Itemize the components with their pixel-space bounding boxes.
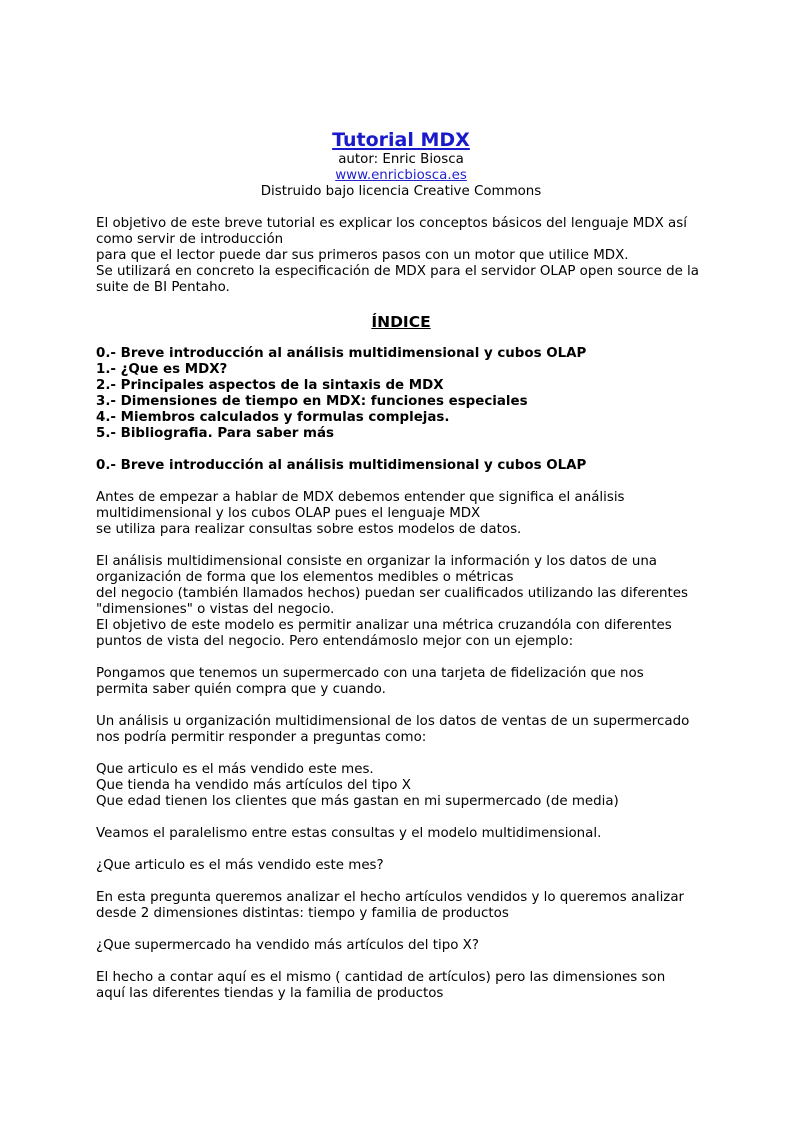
body-paragraph bbox=[96, 554, 706, 650]
index-item[interactable]: 4.- Miembros calculados y formulas complejas. bbox=[96, 410, 450, 425]
text-line: desde 2 dimensiones distintas: tiempo y familia de productos bbox=[96, 906, 509, 921]
text-line: El objetivo de este modelo es permitir analizar una métrica cruzandóla con diferentes bbox=[96, 618, 672, 633]
index-item[interactable]: 2.- Principales aspectos de la sintaxis de MDX bbox=[96, 378, 444, 393]
text-line: para que el lector puede dar sus primeros pasos con un motor que utilice MDX. bbox=[96, 248, 629, 263]
text-line: se utiliza para realizar consultas sobre estos modelos de datos. bbox=[96, 522, 522, 537]
section-heading: 0.- Breve introducción al análisis multidimensional y cubos OLAP bbox=[96, 458, 587, 473]
text-line: "dimensiones" o vistas del negocio. bbox=[96, 602, 335, 617]
text-line: Antes de empezar a hablar de MDX debemos entender que significa el análisis bbox=[96, 490, 625, 505]
text-line: del negocio (también llamados hechos) puedan ser cualificados utilizando las diferentes bbox=[96, 586, 689, 601]
text-line: multidimensional y los cubos OLAP pues el lenguaje MDX bbox=[96, 506, 481, 521]
text-line: Que tienda ha vendido más artículos del tipo X bbox=[96, 778, 411, 793]
questions-list bbox=[96, 762, 706, 810]
index-item[interactable]: 0.- Breve introducción al análisis multidimensional y cubos OLAP bbox=[96, 346, 587, 361]
website-link[interactable]: www.enricbiosca.es bbox=[335, 168, 467, 183]
index-heading: ÍNDICE bbox=[371, 313, 431, 331]
text-line: permita saber quién compra que y cuando. bbox=[96, 682, 386, 697]
text-line: ¿Que articulo es el más vendido este mes? bbox=[96, 858, 384, 873]
text-line: puntos de vista del negocio. Pero entendámoslo mejor con un ejemplo: bbox=[96, 634, 574, 649]
text-line: nos podría permitir responder a preguntas como: bbox=[96, 730, 427, 745]
text-line: En esta pregunta queremos analizar el hecho artículos vendidos y lo queremos analizar bbox=[96, 890, 685, 905]
text-line: El hecho a contar aquí es el mismo ( cantidad de artículos) pero las dimensiones son bbox=[96, 970, 666, 985]
author-line: autor: Enric Biosca bbox=[338, 152, 464, 167]
body-paragraph bbox=[96, 970, 706, 1002]
body-paragraph bbox=[96, 890, 706, 922]
index-item[interactable]: 3.- Dimensiones de tiempo en MDX: funciones especiales bbox=[96, 394, 528, 409]
text-line: Que edad tienen los clientes que más gastan en mi supermercado (de media) bbox=[96, 794, 619, 809]
text-line: suite de BI Pentaho. bbox=[96, 280, 230, 295]
text-line: Que articulo es el más vendido este mes. bbox=[96, 762, 374, 777]
body-paragraph bbox=[96, 714, 706, 746]
index-list bbox=[96, 346, 706, 442]
question-paragraph bbox=[96, 858, 706, 874]
text-line: ¿Que supermercado ha vendido más artículos del tipo X? bbox=[96, 938, 479, 953]
body-paragraph bbox=[96, 826, 706, 842]
document-header bbox=[96, 128, 706, 200]
text-line: Un análisis u organización multidimensional de los datos de ventas de un supermercado bbox=[96, 714, 690, 729]
body-paragraph bbox=[96, 490, 706, 538]
title-link[interactable]: Tutorial MDX bbox=[332, 129, 470, 151]
text-line: Veamos el paralelismo entre estas consultas y el modelo multidimensional. bbox=[96, 826, 602, 841]
text-line: El objetivo de este breve tutorial es explicar los conceptos básicos del lenguaje MDX así bbox=[96, 216, 687, 231]
index-item[interactable]: 5.- Bibliografia. Para saber más bbox=[96, 426, 335, 441]
text-line: Se utilizará en concreto la especificación de MDX para el servidor OLAP open source de la bbox=[96, 264, 699, 279]
document-page bbox=[96, 128, 706, 1002]
text-line: aquí las diferentes tiendas y la familia de productos bbox=[96, 986, 444, 1001]
body-paragraph bbox=[96, 666, 706, 698]
index-item[interactable]: 1.- ¿Que es MDX? bbox=[96, 362, 228, 377]
license-line: Distruido bajo licencia Creative Commons bbox=[260, 184, 542, 199]
text-line: El análisis multidimensional consiste en organizar la información y los datos de una bbox=[96, 554, 658, 569]
intro-paragraph bbox=[96, 216, 706, 296]
question-paragraph bbox=[96, 938, 706, 954]
text-line: organización de forma que los elementos medibles o métricas bbox=[96, 570, 514, 585]
text-line: Pongamos que tenemos un supermercado con una tarjeta de fidelización que nos bbox=[96, 666, 644, 681]
text-line: como servir de introducción bbox=[96, 232, 284, 247]
